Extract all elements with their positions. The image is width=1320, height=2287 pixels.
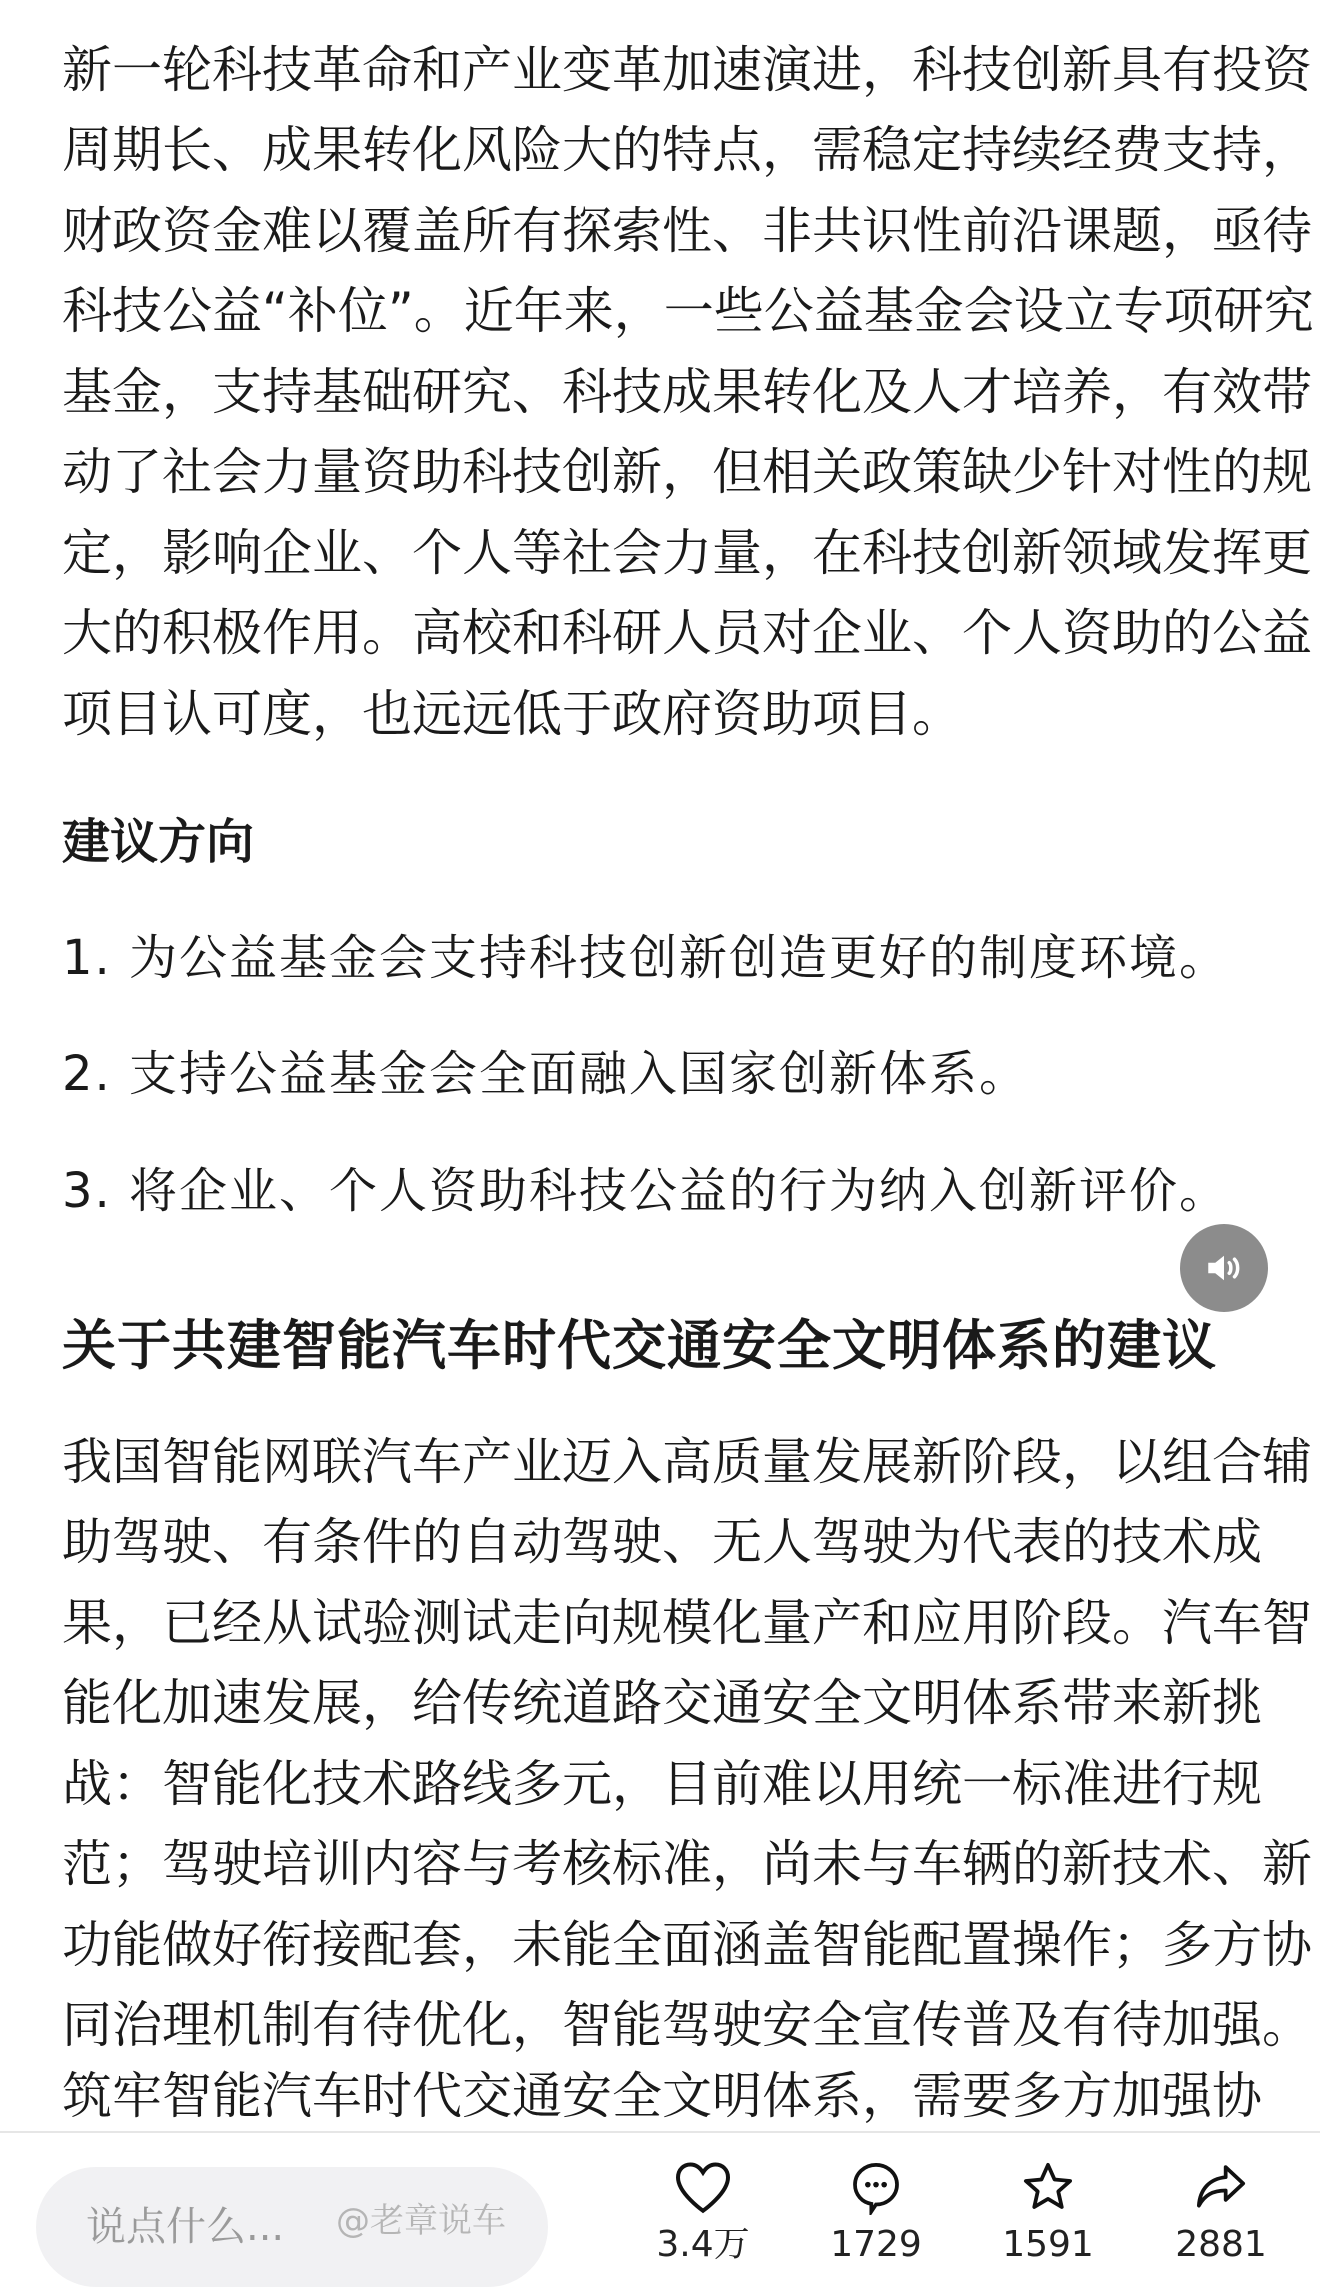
comment-placeholder: 说点什么... bbox=[86, 2204, 285, 2250]
paragraph-line: 周期长、成果转化风险大的特点，需稳定持续经费支持， bbox=[62, 121, 1312, 179]
suggestion-item: 1. 为公益基金会支持科技创新创造更好的制度环境。 bbox=[62, 930, 1230, 986]
paragraph-line: 助驾驶、有条件的自动驾驶、无人驾驶为代表的技术成 bbox=[62, 1513, 1262, 1571]
paragraph-line: 基金，支持基础研究、科技成果转化及人才培养，有效带 bbox=[62, 363, 1312, 421]
paragraph-line: 筑牢智能汽车时代交通安全文明体系，需要多方加强协 bbox=[62, 2067, 1262, 2125]
share-count: 2881 bbox=[1175, 2224, 1267, 2265]
paragraph-line: 财政资金难以覆盖所有探索性、非共识性前沿课题，亟待 bbox=[62, 202, 1312, 260]
paragraph-line: 动了社会力量资助科技创新，但相关政策缺少针对性的规 bbox=[62, 443, 1312, 501]
paragraph-line: 新一轮科技革命和产业变革加速演进，科技创新具有投资 bbox=[62, 41, 1312, 99]
watermark: @老章说车 bbox=[336, 2201, 506, 2241]
paragraph-line: 功能做好衔接配套，未能全面涵盖智能配置操作；多方协 bbox=[62, 1916, 1312, 1974]
paragraph-line: 项目认可度，也远远低于政府资助项目。 bbox=[62, 685, 962, 743]
paragraph-line: 范；驾驶培训内容与考核标准，尚未与车辆的新技术、新 bbox=[62, 1835, 1312, 1893]
star-icon bbox=[1020, 2159, 1076, 2215]
comment-input[interactable] bbox=[36, 2167, 548, 2287]
like-count: 3.4万 bbox=[656, 2224, 750, 2265]
favorite-button[interactable] bbox=[988, 2159, 1108, 2265]
paragraph-line: 果，已经从试验测试走向规模化量产和应用阶段。汽车智 bbox=[62, 1594, 1312, 1652]
paragraph-line: 能化加速发展，给传统道路交通安全文明体系带来新挑 bbox=[62, 1674, 1262, 1732]
share-button[interactable] bbox=[1161, 2159, 1281, 2265]
like-button[interactable] bbox=[643, 2159, 763, 2265]
speaker-icon bbox=[1203, 1247, 1245, 1289]
comment-count: 1729 bbox=[830, 2224, 922, 2265]
paragraph-line: 我国智能网联汽车产业迈入高质量发展新阶段，以组合辅 bbox=[62, 1433, 1312, 1491]
suggestion-item: 2. 支持公益基金会全面融入国家创新体系。 bbox=[62, 1046, 1030, 1102]
heart-icon bbox=[673, 2159, 733, 2215]
paragraph-line: 大的积极作用。高校和科研人员对企业、个人资助的公益 bbox=[62, 604, 1312, 662]
favorite-count: 1591 bbox=[1002, 2224, 1094, 2265]
comment-button[interactable] bbox=[816, 2159, 936, 2265]
audio-play-button[interactable] bbox=[1180, 1224, 1268, 1312]
section-heading: 关于共建智能汽车时代交通安全文明体系的建议 bbox=[62, 1314, 1217, 1377]
paragraph-line: 定，影响企业、个人等社会力量，在科技创新领域发挥更 bbox=[62, 524, 1312, 582]
paragraph-line: 科技公益“补位”。近年来，一些公益基金会设立专项研究 bbox=[62, 282, 1314, 340]
bottom-bar-divider bbox=[0, 2131, 1320, 2133]
section-subheading: 建议方向 bbox=[62, 814, 255, 870]
paragraph-line: 战：智能化技术路线多元，目前难以用统一标准进行规 bbox=[62, 1755, 1262, 1813]
bottom-action-bar bbox=[0, 2137, 1320, 2263]
share-arrow-icon bbox=[1193, 2159, 1249, 2215]
paragraph-line: 同治理机制有待优化，智能驾驶安全宣传普及有待加强。 bbox=[62, 1996, 1312, 2054]
suggestion-item: 3. 将企业、个人资助科技公益的行为纳入创新评价。 bbox=[62, 1163, 1230, 1219]
comment-bubble-icon bbox=[848, 2159, 904, 2215]
